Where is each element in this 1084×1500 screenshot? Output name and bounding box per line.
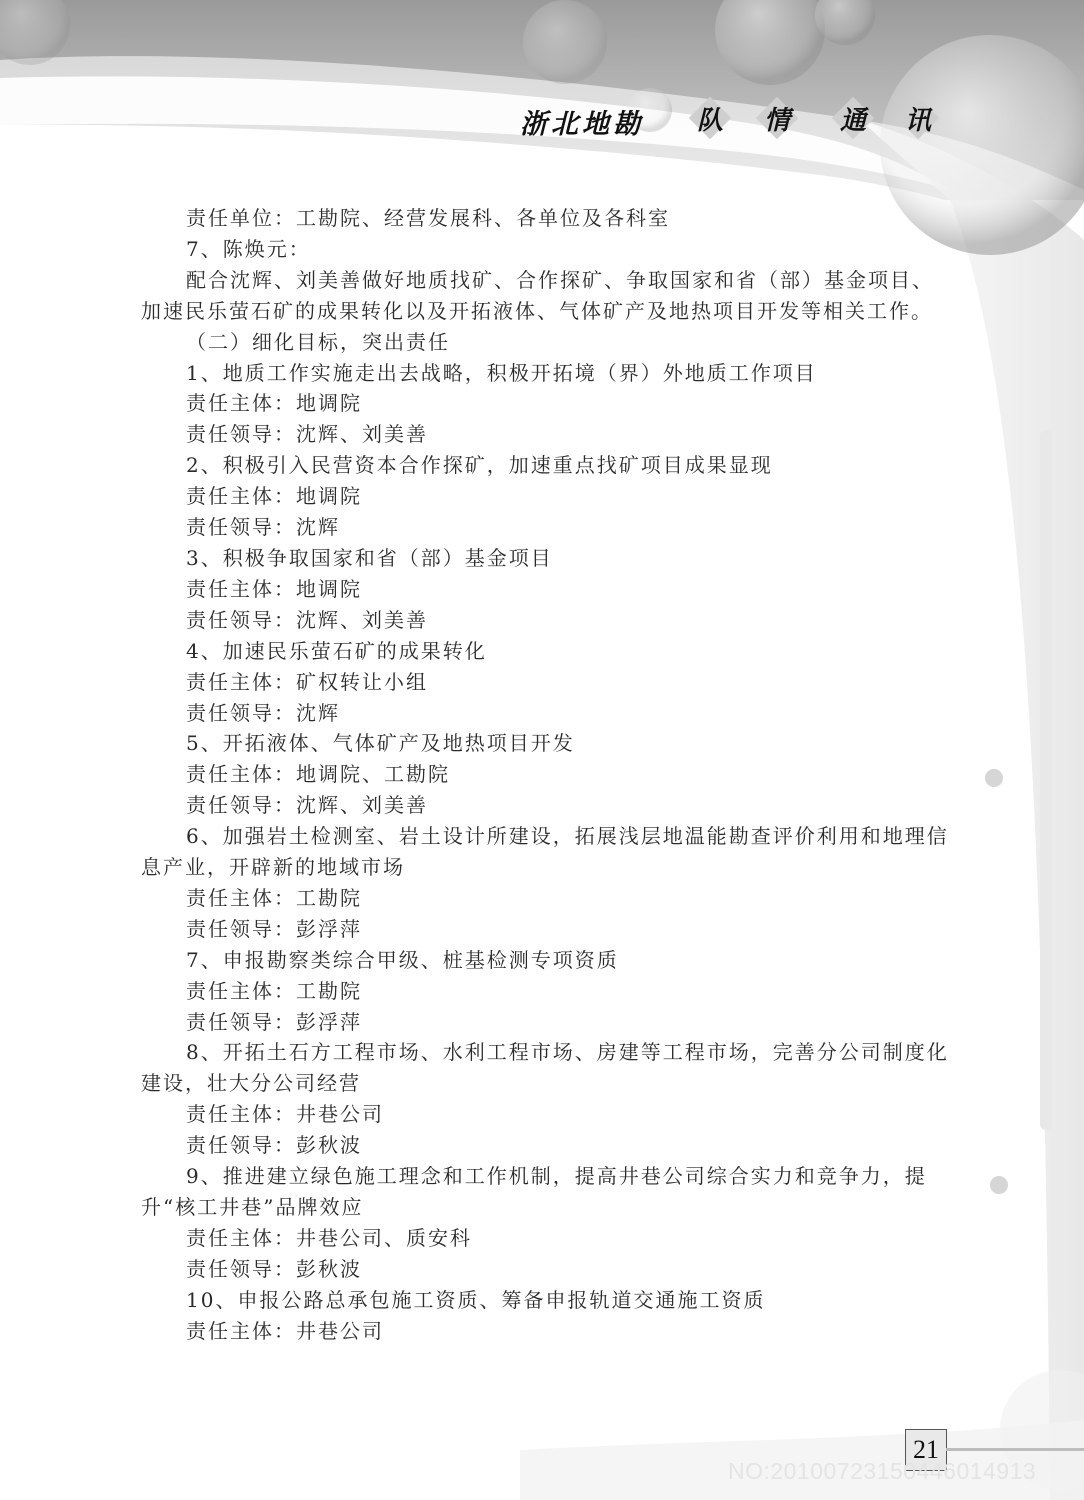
paragraph: 责任主体：井巷公司 <box>186 1102 384 1127</box>
paragraph: 2、积极引入民营资本合作探矿，加速重点找矿项目成果显现 <box>186 453 773 478</box>
title-char-diamond <box>755 96 799 140</box>
title-char: 情 <box>763 105 790 136</box>
paragraph: 责任主体：井巷公司 <box>186 1318 384 1343</box>
paragraph: 责任领导：沈辉、刘美善 <box>186 607 428 632</box>
paragraph: 责任主体：矿权转让小组 <box>186 669 428 694</box>
paragraph: 7、陈焕元： <box>186 236 311 261</box>
paragraph: 5、开拓液体、气体矿产及地热项目开发 <box>186 731 575 756</box>
paragraph: 责任领导：彭浮萍 <box>186 1009 362 1034</box>
paragraph: 7、申报勘察类综合甲级、桩基检测专项资质 <box>186 947 619 972</box>
title-char-diamond <box>688 96 732 140</box>
paragraph: 10、申报公路总承包施工资质、筹备申报轨道交通施工资质 <box>186 1287 766 1312</box>
page-number-rule <box>946 1448 1084 1451</box>
paragraph: 责任主体：井巷公司、质安科 <box>186 1225 472 1250</box>
paragraph: 责任领导：彭秋波 <box>186 1256 362 1281</box>
title-char: 讯 <box>904 105 931 136</box>
paragraph: 9、推进建立绿色施工理念和工作机制，提高井巷公司综合实力和竞争力，提升“核工井巷”品牌效应 <box>141 1164 927 1219</box>
watermark: NO:20100723150446014913 <box>728 1458 1037 1484</box>
paragraph: 责任主体：工勘院 <box>186 978 362 1003</box>
paragraph: 责任领导：沈辉 <box>186 515 340 540</box>
paragraph: 8、开拓土石方工程市场、水利工程市场、房建等工程市场，完善分公司制度化建设，壮大分公司经营 <box>141 1040 949 1096</box>
paragraph: 责任领导：彭浮萍 <box>186 916 362 941</box>
article-body <box>141 203 949 1347</box>
paragraph: 责任领导：沈辉、刘美善 <box>186 422 428 447</box>
paragraph: 责任领导：沈辉、刘美善 <box>186 793 428 818</box>
journal-header <box>520 96 960 144</box>
paragraph: 1、地质工作实施走出去战略，积极开拓境（界）外地质工作项目 <box>186 360 817 385</box>
paragraph: 责任主体：工勘院 <box>186 885 362 910</box>
title-char: 队 <box>696 105 723 136</box>
page-number: 21 <box>905 1429 947 1471</box>
paragraph: 4、加速民乐萤石矿的成果转化 <box>186 638 487 663</box>
paragraph: 3、积极争取国家和省（部）基金项目 <box>186 545 553 570</box>
paragraph: 责任单位：工勘院、经营发展科、各单位及各科室 <box>186 206 670 230</box>
title-char-diamond <box>831 96 875 140</box>
journal-title: 浙北地勘 <box>520 109 644 140</box>
title-char-diamond <box>896 96 940 140</box>
paragraph: 配合沈辉、刘美善做好地质找矿、合作探矿、争取国家和省（部）基金项目、加速民乐萤石矿的成果转化以及开拓液体、气体矿产及地热项目开发等相关工作。 <box>141 267 934 323</box>
paragraph: 责任主体：地调院 <box>186 484 362 509</box>
paragraph: 责任领导：沈辉 <box>186 700 340 725</box>
paragraph: 责任主体：地调院 <box>186 576 362 601</box>
paragraph: 6、加强岩土检测室、岩土设计所建设，拓展浅层地温能勘查评价利用和地理信息产业，开辟新的地域市场 <box>141 824 949 880</box>
paragraph: 责任主体：地调院、工勘院 <box>186 762 450 787</box>
paragraph: 责任领导：彭秋波 <box>186 1133 362 1158</box>
paragraph: （二）细化目标，突出责任 <box>186 329 450 354</box>
title-char: 通 <box>839 105 866 136</box>
paragraph: 责任主体：地调院 <box>186 391 362 416</box>
